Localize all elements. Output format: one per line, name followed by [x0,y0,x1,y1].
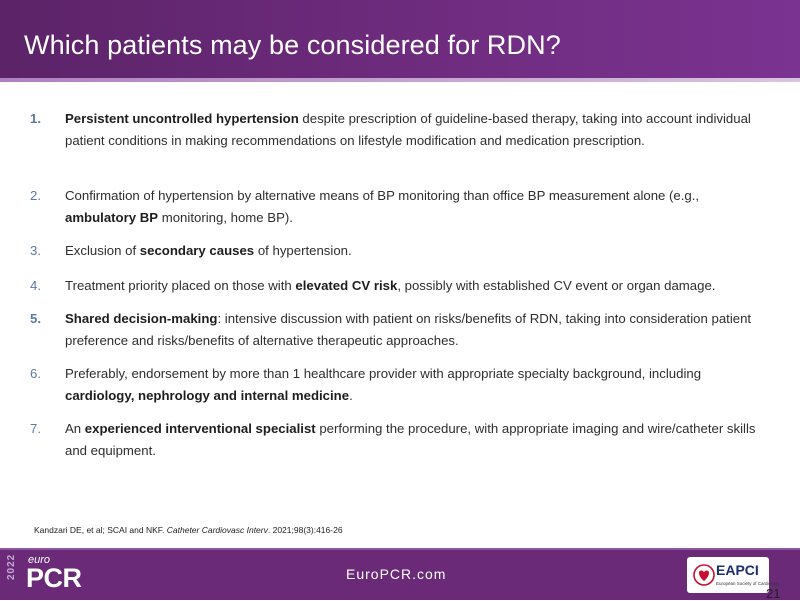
emphasis-text: secondary causes [139,243,255,258]
emphasis-text: ambulatory BP [65,210,159,225]
heart-icon [693,564,715,586]
europcr-logo-main: PCR [26,563,82,593]
eapci-subtitle: European Society of Cardiology [716,581,780,586]
body-text: Preferably, endorsement by more than 1 healthcare provider with appropriate specialty background, including [65,366,702,381]
body-text: Treatment priority placed on those with [65,278,296,293]
body-text: monitoring, home BP). [158,210,293,225]
header-divider [0,78,800,82]
europcr-logo-top: euro [28,554,51,566]
page-number: 21 [766,586,781,601]
emphasis-text: Persistent uncontrolled hypertension [65,111,299,126]
emphasis-text: elevated CV risk [295,278,398,293]
year-label: 2022 [6,553,17,580]
footer-website: EuroPCR.com [346,566,447,582]
slide-footer [0,550,800,600]
body-text: : intensive discussion with patient on risks/benefits of RDN, taking into consideration patient preference and risks/benefits of alternative therapeutic approaches. [65,311,752,348]
list-item-number: 1. [30,111,41,126]
list-item-number: 2. [30,188,41,203]
list-item-number: 3. [30,243,41,258]
reference-journal: Catheter Cardiovasc Interv [166,525,268,535]
list-item-text [65,185,773,229]
list-item-number: 5. [30,311,41,326]
slide-header [0,0,800,78]
list-item-text [65,240,773,262]
list-item-number: 7. [30,421,41,436]
body-text: performing the procedure, with appropriate imaging and wire/catheter skills and equipment. [65,421,756,458]
body-text: An [65,421,85,436]
reference-authors: Kandzari DE, et al; SCAI and NKF. [34,525,167,535]
emphasis-text: cardiology, nephrology and internal medicine [65,388,350,403]
list-item-text [65,108,773,152]
list-item-text [65,275,773,297]
list-item-text [65,363,773,407]
eapci-logo [687,557,780,593]
body-text: Confirmation of hypertension by alternative means of BP monitoring than office BP measurement alone (e.g., [65,188,700,203]
body-text: . [349,388,353,403]
reference-citation [34,525,343,535]
eapci-wordmark: EAPCI [716,562,759,578]
emphasis-text: Shared decision-making [65,311,218,326]
list-item-text [65,308,773,352]
body-text: , possibly with established CV event or organ damage. [397,278,716,293]
list-item-number: 4. [30,278,41,293]
body-text: Exclusion of [65,243,140,258]
list-item-text [65,418,773,462]
reference-details: . 2021;98(3):416-26 [267,525,343,535]
body-text: despite prescription of guideline-based therapy, taking into account individual patient conditions in making recommendations on lifestyle modification and medication prescription. [65,111,751,148]
body-text: of hypertension. [254,243,352,258]
list-item-number: 6. [30,366,41,381]
slide-title: Which patients may be considered for RDN? [24,30,561,60]
emphasis-text: experienced interventional specialist [84,421,316,436]
